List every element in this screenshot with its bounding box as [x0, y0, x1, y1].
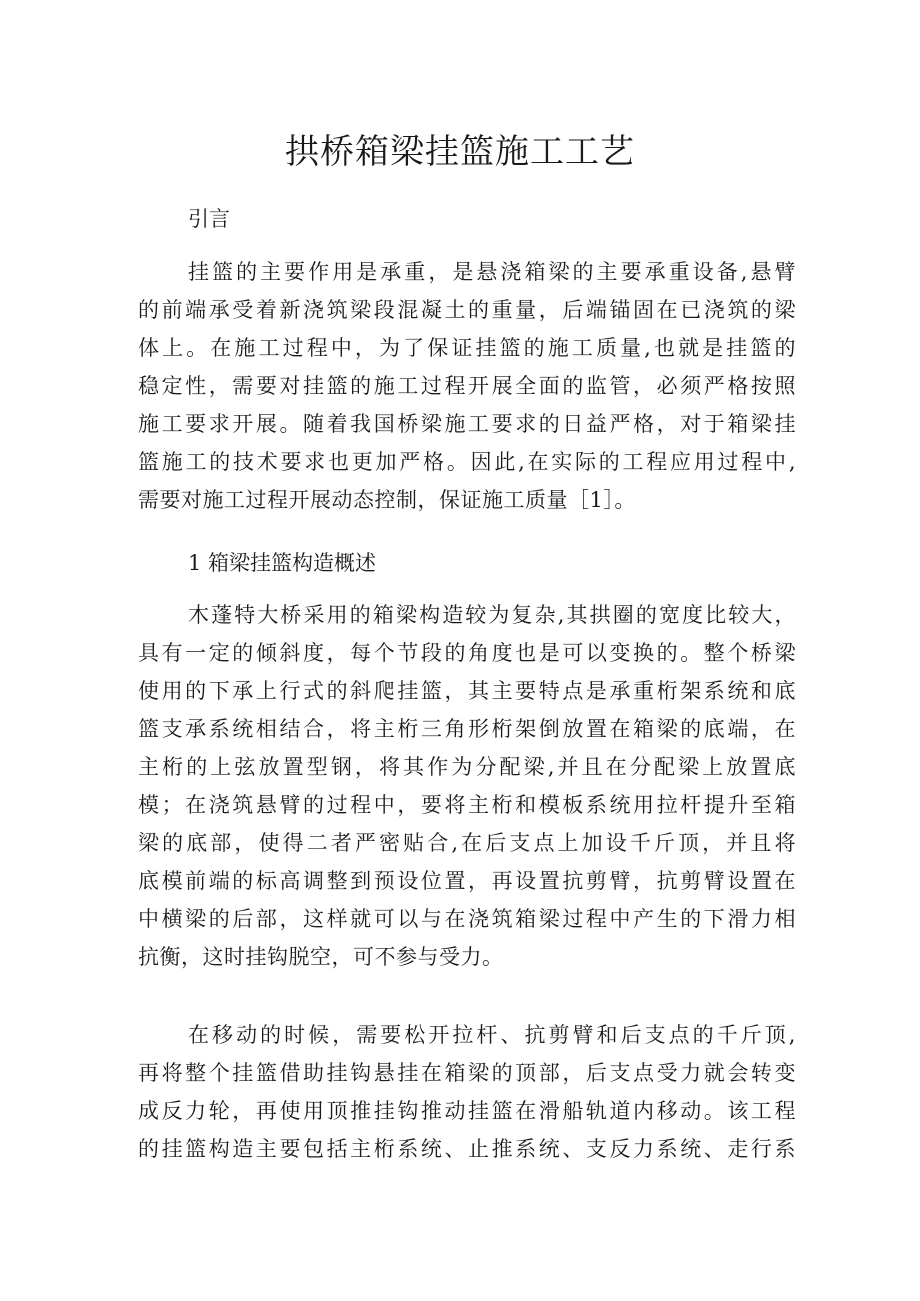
paragraph-line: 主桁的上弦放置型钢，将其作为分配梁,并且在分配梁上放置底	[138, 755, 796, 779]
paragraph-line: 中横梁的后部，这样就可以与在浇筑箱梁过程中产生的下滑力相	[138, 907, 796, 931]
section-1-paragraph-2	[138, 1016, 796, 1168]
paragraph-line: 施工要求开展。随着我国桥梁施工要求的日益严格，对于箱梁挂	[138, 412, 796, 436]
paragraph-line: 梁的底部，使得二者严密贴合,在后支点上加设千斤顶，并且将	[138, 831, 796, 855]
paragraph-line: 稳定性，需要对挂篮的施工过程开展全面的监管，必须严格按照	[138, 374, 796, 398]
document-title: 拱桥箱梁挂篮施工工艺	[285, 132, 635, 172]
intro-heading: 引言	[188, 207, 230, 231]
paragraph-line: 在移动的时候，需要松开拉杆、抗剪臂和后支点的千斤顶,	[188, 1023, 796, 1047]
paragraph-line: 成反力轮，再使用顶推挂钩推动挂篮在滑船轨道内移动。该工程	[138, 1099, 796, 1123]
paragraph-line: 具有一定的倾斜度，每个节段的角度也是可以变换的。整个桥梁	[138, 641, 796, 665]
paragraph-line: 抗衡，这时挂钩脱空，可不参与受力。	[138, 945, 504, 969]
paragraph-line: 篮支承系统相结合，将主桁三角形桁架倒放置在箱梁的底端，在	[138, 717, 796, 741]
paragraph-line: 使用的下承上行式的斜爬挂篮，其主要特点是承重桁架系统和底	[138, 679, 796, 703]
paragraph-line: 底模前端的标高调整到预设位置，再设置抗剪臂，抗剪臂设置在	[138, 869, 796, 893]
section-1-heading: 1 箱梁挂篮构造概述	[188, 551, 377, 575]
section-1-paragraph-1	[138, 596, 796, 976]
paragraph-line: 体上。在施工过程中，为了保证挂篮的施工质量,也就是挂篮的	[138, 336, 796, 360]
paragraph-line: 挂篮的主要作用是承重，是悬浇箱梁的主要承重设备,悬臂	[188, 260, 796, 284]
paragraph-line: 的前端承受着新浇筑梁段混凝土的重量，后端锚固在已浇筑的梁	[138, 298, 796, 322]
paragraph-line: 需要对施工过程开展动态控制，保证施工质量［1］。	[138, 488, 636, 512]
intro-paragraph	[138, 253, 796, 519]
paragraph-line: 模；在浇筑悬臂的过程中，要将主桁和模板系统用拉杆提升至箱	[138, 793, 796, 817]
paragraph-line: 木蓬特大桥采用的箱梁构造较为复杂,其拱圈的宽度比较大，	[188, 603, 796, 627]
paragraph-line: 再将整个挂篮借助挂钩悬挂在箱梁的顶部，后支点受力就会转变	[138, 1061, 796, 1085]
paragraph-line: 篮施工的技术要求也更加严格。因此,在实际的工程应用过程中,	[138, 450, 796, 474]
paragraph-line: 的挂篮构造主要包括主桁系统、止推系统、支反力系统、走行系	[138, 1137, 796, 1161]
